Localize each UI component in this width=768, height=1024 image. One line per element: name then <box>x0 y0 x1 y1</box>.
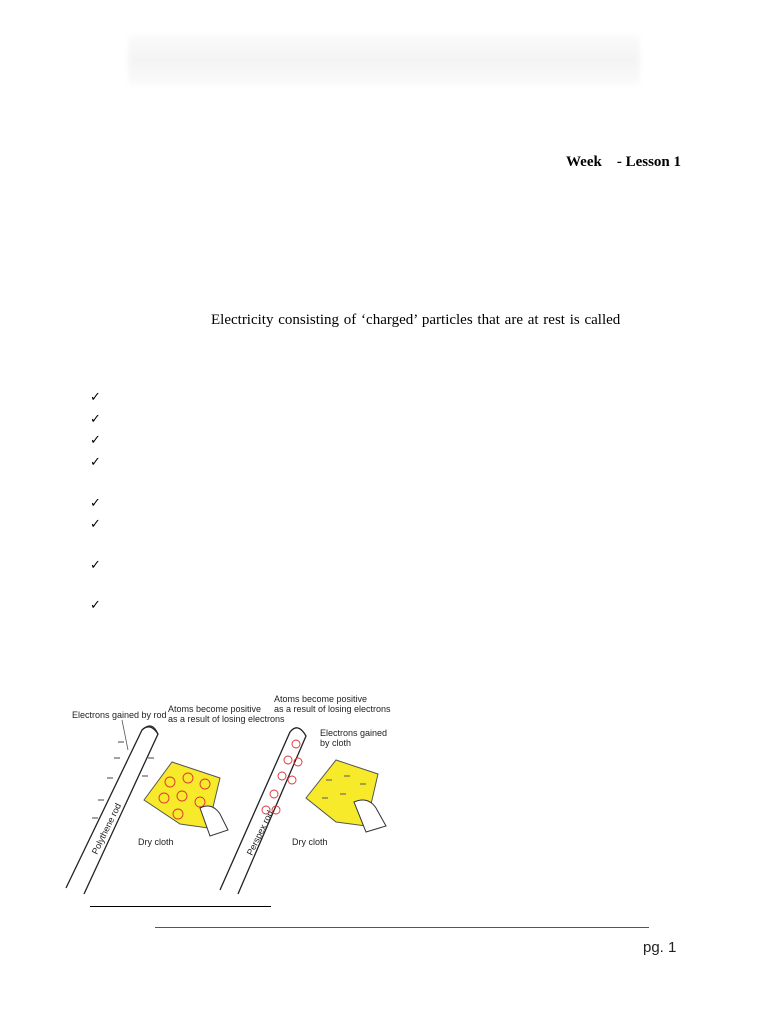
static-charge-figure <box>60 690 400 900</box>
electrons-gained-cloth-label-line2: by cloth <box>320 738 352 748</box>
header-banner <box>128 34 640 86</box>
atoms-positive-label-right-line1: Atoms become positive <box>274 694 368 704</box>
perspex-rod-illustration <box>220 728 306 894</box>
atoms-positive-label-right-line2: as a result of losing electrons <box>274 704 391 714</box>
dry-cloth-right-illustration <box>306 760 386 832</box>
dry-cloth-right-label: Dry cloth <box>292 837 328 847</box>
atoms-positive-label-line1: Atoms become positive <box>168 704 262 714</box>
polythene-rod-label: Polythene rod <box>89 801 124 856</box>
page-number: pg. 1 <box>643 939 677 956</box>
check-icon: ✓ <box>90 433 101 448</box>
atoms-positive-label-line2: as a result of losing electrons <box>168 714 285 724</box>
electrons-gained-rod-label: Electrons gained by rod <box>72 710 167 720</box>
intro-sentence: Electricity consisting of ‘charged’ particles that are at rest is called <box>211 312 621 328</box>
polythene-rod-illustration <box>66 726 158 894</box>
hyperlink-underline[interactable] <box>155 927 649 928</box>
dry-cloth-left-illustration <box>144 762 228 836</box>
perspex-rod-label: Perspex rod <box>244 808 276 857</box>
dry-cloth-left-label: Dry cloth <box>138 837 174 847</box>
check-icon: ✓ <box>90 390 101 405</box>
footnote-separator <box>90 906 271 907</box>
check-icon: ✓ <box>90 517 101 532</box>
check-icon: ✓ <box>90 455 101 470</box>
check-icon: ✓ <box>90 412 101 427</box>
week-lesson-title: Week - Lesson 1 <box>566 154 682 170</box>
check-icon: ✓ <box>90 598 101 613</box>
electrons-gained-cloth-label-line1: Electrons gained <box>320 728 388 738</box>
check-icon: ✓ <box>90 496 101 511</box>
check-icon: ✓ <box>90 558 101 573</box>
